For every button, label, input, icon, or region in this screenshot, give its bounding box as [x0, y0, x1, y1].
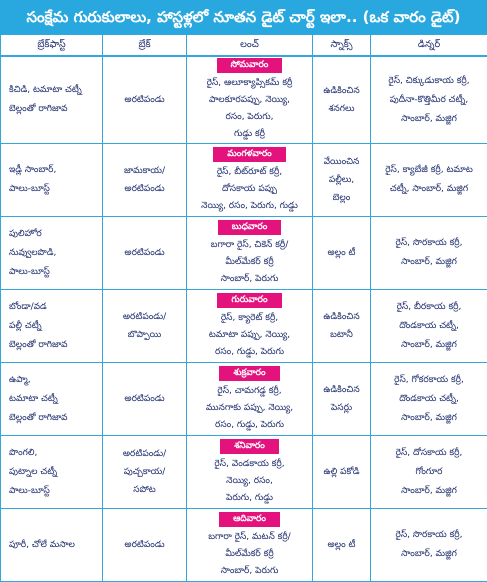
dinner-line: దొండకాయ చట్నీ, [374, 317, 484, 336]
dinner-line: రైస్, గోకరకాయ కర్రీ, [374, 371, 484, 390]
break-line: అరటిపండు [106, 180, 183, 198]
breakfast-line: ఉప్మా, [9, 371, 99, 390]
lunch-line: రైస్, బీట్‌రూట్ కర్రీ, [189, 164, 310, 181]
diet-table [0, 34, 487, 582]
day-badge: శుక్రవారం [219, 366, 279, 381]
table-row [1, 144, 487, 217]
lunch-line: సాంబార్, పెరుగు [189, 271, 310, 288]
snacks-line: వేయించిన [316, 153, 367, 171]
break-line: బొప్పాయి [106, 326, 183, 344]
lunch-cell [187, 56, 313, 144]
day-badge: మంగళవారం [213, 147, 285, 162]
lunch-line: మీల్‌మేకర్ కర్రీ [189, 254, 310, 271]
day-badge: గురువారం [217, 293, 281, 308]
breakfast-line: పాలు-బూస్ట్ [9, 482, 99, 501]
table-row [1, 509, 487, 582]
table-row [1, 436, 487, 509]
lunch-line: టమాటా పప్పు, నెయ్యి, [189, 327, 310, 344]
header-breakfast: బ్రేక్‌ఫాస్ట్ [1, 35, 103, 57]
lunch-line: గుడ్డు కర్రీ [189, 126, 310, 143]
break-cell [103, 217, 187, 290]
breakfast-line: నువ్వులపొడి, [9, 244, 99, 263]
lunch-line: సాంబార్, పెరుగు [189, 563, 310, 580]
break-line: అరటిపండు [106, 536, 183, 554]
dinner-line: చట్నీ, సాంబార్, మజ్జిగ [374, 180, 484, 199]
breakfast-cell [1, 363, 103, 436]
breakfast-cell [1, 217, 103, 290]
lunch-line: పెరుగు, గుడ్డు [189, 490, 310, 507]
break-line: అరటిపండు [106, 91, 183, 109]
day-badge: ఆదివారం [219, 512, 280, 527]
lunch-cell [187, 217, 313, 290]
snacks-line: ఉడికించిన [316, 82, 367, 100]
breakfast-line: బెల్లంతో రాగిజావ [9, 100, 99, 119]
dinner-cell [371, 436, 487, 509]
day-badge: శనివారం [220, 439, 279, 454]
dinner-line: రైస్, సొరకాయ కర్రీ, [374, 526, 484, 545]
dinner-line: రైస్, చిక్కుడుకాయ కర్రీ, [374, 72, 484, 91]
lunch-cell [187, 363, 313, 436]
break-line: జామకాయ/ [106, 162, 183, 180]
lunch-line: రైస్, క్యారెట్ కర్రీ, [189, 310, 310, 327]
break-cell [103, 144, 187, 217]
dinner-line: పుదీనా-కొత్తిమీర చట్నీ, [374, 91, 484, 110]
breakfast-line: పులిహోర [9, 225, 99, 244]
lunch-cell [187, 436, 313, 509]
breakfast-line: పాలు-బూస్ట్ [9, 180, 99, 199]
dinner-line: సాంబార్, మజ్జిగ [374, 110, 484, 129]
break-cell [103, 56, 187, 144]
breakfast-line: కిచిడి, టమాటా చట్నీ [9, 81, 99, 100]
dinner-line: గోంగూర [374, 463, 484, 482]
break-cell [103, 509, 187, 582]
dinner-cell [371, 290, 487, 363]
break-line: పుచ్చకాయ/ [106, 463, 183, 481]
snacks-line: బెల్లం [316, 189, 367, 207]
snacks-cell [313, 363, 371, 436]
lunch-cell [187, 144, 313, 217]
dinner-line: రైస్, క్యాబేజీ కర్రీ, టమాట [374, 161, 484, 180]
breakfast-cell [1, 436, 103, 509]
dinner-line: సాంబార్, మజ్జిగ [374, 336, 484, 355]
dinner-line: సాంబార్, మజ్జిగ [374, 545, 484, 564]
breakfast-line: ఇడ్లీ సాంబార్, [9, 161, 99, 180]
snacks-line: ఉడికించిన [316, 308, 367, 326]
snacks-cell [313, 56, 371, 144]
snacks-cell [313, 217, 371, 290]
table-body [1, 56, 487, 582]
snacks-line: అల్లం టీ [316, 536, 367, 554]
breakfast-line: పూరీ, చోలే మసాల [9, 536, 99, 555]
breakfast-cell [1, 509, 103, 582]
table-row [1, 56, 487, 144]
table-row [1, 217, 487, 290]
dinner-cell [371, 509, 487, 582]
snacks-cell [313, 290, 371, 363]
lunch-line: మునగాకు పప్పు, నెయ్యి, [189, 400, 310, 417]
break-line: సపోట [106, 481, 183, 499]
lunch-cell [187, 509, 313, 582]
dinner-line: రైస్, దోసకాయ కర్రీ, [374, 444, 484, 463]
lunch-line: రైస్, చామగడ్డ కర్రీ, [189, 383, 310, 400]
dinner-line: సాంబార్, మజ్జిగ [374, 482, 484, 501]
dinner-line: సాంబార్, మజ్జిగ [374, 409, 484, 428]
snacks-line: అల్లం టీ [316, 244, 367, 262]
snacks-cell [313, 144, 371, 217]
snacks-line: శనగలు [316, 100, 367, 118]
breakfast-cell [1, 290, 103, 363]
breakfast-line: టమాటా చట్నీ [9, 390, 99, 409]
break-line: అరటిపండు [106, 244, 183, 262]
break-line: అరటిపండు/ [106, 308, 183, 326]
breakfast-line: బెల్లంతో రాగిజావ [9, 336, 99, 355]
snacks-line: పల్లీలు, [316, 171, 367, 189]
break-cell [103, 436, 187, 509]
breakfast-line: బోండా/వడ [9, 298, 99, 317]
breakfast-line: పాలు-బూస్ట్ [9, 263, 99, 282]
lunch-line: రసం, గుడ్డు, పెరుగు [189, 417, 310, 434]
breakfast-line: పల్లీ చట్నీ [9, 317, 99, 336]
break-line: అరటిపండు/ [106, 445, 183, 463]
header-lunch: లంచ్ [187, 35, 313, 57]
lunch-line: రసం, గుడ్డు, పెరుగు [189, 344, 310, 361]
dinner-cell [371, 144, 487, 217]
dinner-line: సాంబార్, మజ్జిగ [374, 253, 484, 272]
day-badge: బుధవారం [218, 220, 282, 235]
dinner-line: రైస్, సొరకాయ కర్రీ, [374, 234, 484, 253]
snacks-cell [313, 436, 371, 509]
lunch-line: రైస్, వెండకాయ కర్రీ, [189, 456, 310, 473]
break-cell [103, 290, 187, 363]
breakfast-line: పొంగలి, [9, 444, 99, 463]
lunch-line: బగారా రైస్, చికెన్ కర్రీ/ [189, 237, 310, 254]
breakfast-line: పుట్నాల చట్నీ [9, 463, 99, 482]
lunch-line: రసం, పెరుగు, [189, 109, 310, 126]
header-row [1, 35, 487, 57]
lunch-line: మీల్‌మేకర్ కర్రీ [189, 546, 310, 563]
break-cell [103, 363, 187, 436]
dinner-line: రైస్, బీరకాయ కర్రీ, [374, 298, 484, 317]
dinner-cell [371, 217, 487, 290]
day-badge: సోమవారం [217, 58, 283, 73]
dinner-cell [371, 56, 487, 144]
lunch-line: పాలకూరపప్పు, నెయ్యి, [189, 92, 310, 109]
lunch-line: బగారా రైస్, మటన్ కర్రీ/ [189, 529, 310, 546]
table-row [1, 363, 487, 436]
snacks-cell [313, 509, 371, 582]
table-row [1, 290, 487, 363]
breakfast-cell [1, 144, 103, 217]
snacks-line: ఉడికించిన [316, 381, 367, 399]
header-dinner: డిన్నర్ [371, 35, 487, 57]
header-break: బ్రేక్ [103, 35, 187, 57]
dinner-cell [371, 363, 487, 436]
header-snacks: స్నాక్స్ [313, 35, 371, 57]
breakfast-line: బెల్లంతో రాగిజావ [9, 409, 99, 428]
lunch-line: నెయ్యి, రసం, [189, 473, 310, 490]
lunch-line: దోసకాయ పప్పు [189, 181, 310, 198]
lunch-line: రైస్, ఆలూక్యాప్సికమ్ కర్రీ [189, 75, 310, 92]
snacks-line: పెసర్లు [316, 399, 367, 417]
snacks-line: ఉల్లి పకోడి [316, 463, 367, 481]
lunch-line: నెయ్యి, రసం, పెరుగు, గుడ్డు [189, 198, 310, 215]
dinner-line: దొండకాయ చట్నీ, [374, 390, 484, 409]
lunch-cell [187, 290, 313, 363]
snacks-line: బటానీ [316, 326, 367, 344]
breakfast-cell [1, 56, 103, 144]
page-title: సంక్షేమ గురుకులాలు, హాస్టళ్లలో నూతన డైట్ చార్ట్ ఇలా.. (ఒక వారం డైట్) [0, 0, 487, 34]
break-line: అరటిపండు [106, 390, 183, 408]
